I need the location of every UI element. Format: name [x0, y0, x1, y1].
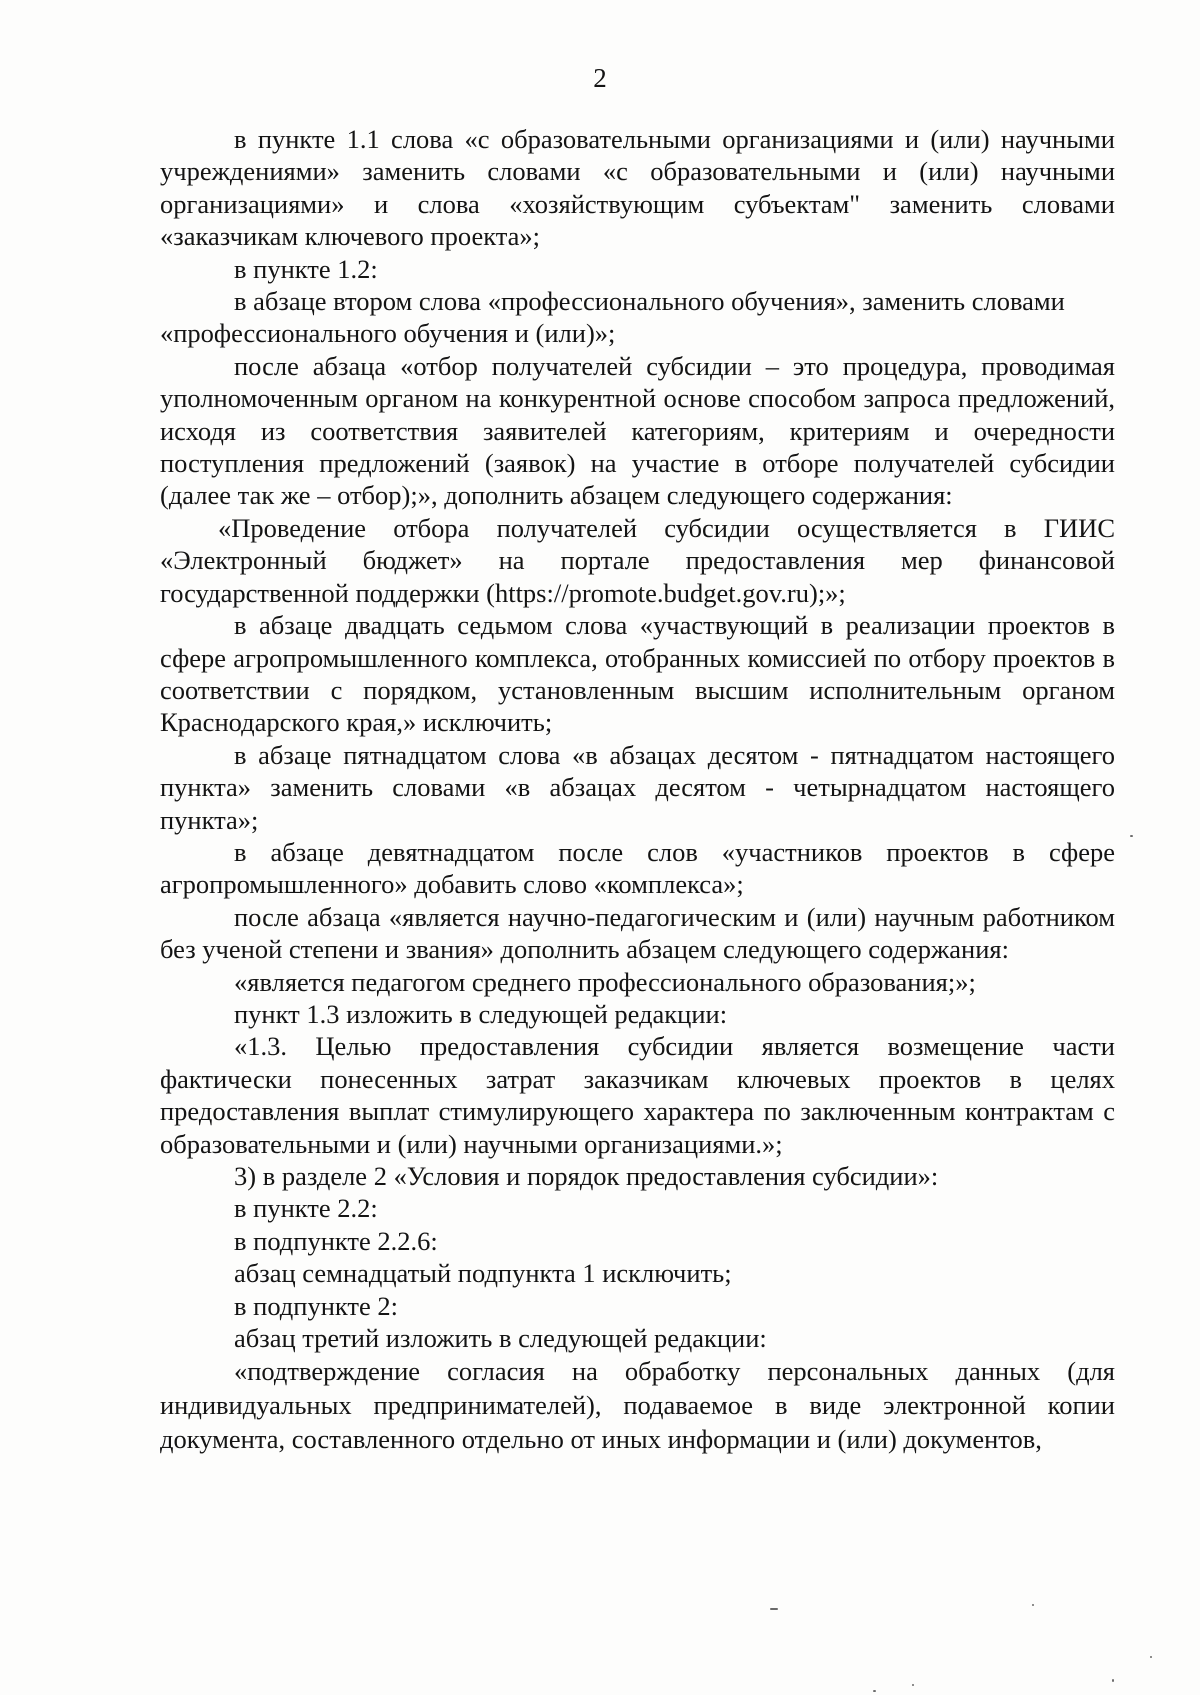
scan-speck	[1112, 1679, 1114, 1682]
paragraph: в подпункте 2:	[234, 1290, 399, 1321]
scan-speck	[1032, 1604, 1034, 1606]
paragraph: абзац семнадцатый подпункта 1 исключить;	[234, 1258, 732, 1289]
scan-speck	[1150, 1656, 1152, 1658]
scan-speck	[1130, 835, 1133, 837]
scan-speck	[873, 1690, 876, 1692]
paragraph: «Проведение отбора получателей субсидии осуществляется в ГИИС «Электронный бюджет» на портале предоставления мер финансовой государственной поддержки (https://promote.budget.gov.ru);»;	[160, 512, 1115, 608]
paragraph: в абзаце двадцать седьмом слова «участвующий в реализации проектов в сфере агропромышленного комплекса, отобранных комиссией по отбору проектов в соответствии с порядком, установленным высшим исполнительным органом Краснодарского края,» исключить;	[160, 610, 1115, 738]
paragraph: в пункте 1.1 слова «с образовательными организациями и (или) научными учреждениями» заменить словами «с образовательными и (или) научными организациями» и слова «хозяйствующим субъектам" заменить словами «заказчикам ключевого проекта»;	[160, 124, 1115, 252]
paragraph: после абзаца «является научно-педагогическим и (или) научным работником без ученой степени и звания» дополнить абзацем следующего содержания:	[160, 901, 1115, 965]
paragraph: «1.3. Целью предоставления субсидии является возмещение части фактически понесенных затрат заказчикам ключевых проектов в целях предоставления выплат стимулирующего характера по заключенным контрактам с образовательными и (или) научными организациями.»;	[160, 1031, 1115, 1159]
paragraph: «является педагогом среднего профессионального образования;»;	[234, 966, 976, 997]
paragraph: в абзаце пятнадцатом слова «в абзацах десятом - пятнадцатом настоящего пункта» заменить словами «в абзацах десятом - четырнадцатом настоящего пункта»;	[160, 739, 1115, 835]
paragraph: в подпункте 2.2.6:	[234, 1225, 438, 1256]
paragraph: пункт 1.3 изложить в следующей редакции:	[234, 998, 728, 1029]
paragraph: «профессионального обучения и (или)»;	[160, 318, 616, 349]
paragraph: «подтверждение согласия на обработку персональных данных (для индивидуальных предпринимателей), подаваемое в виде электронной копии документа, составленного отдельно от иных информации и (или) документов,	[160, 1356, 1115, 1455]
paragraph: в пункте 2.2:	[234, 1193, 378, 1224]
paragraph: абзац третий изложить в следующей редакции:	[234, 1323, 767, 1354]
paragraph: в абзаце втором слова «профессионального обучения», заменить словами	[234, 286, 1065, 317]
page-number: 2	[593, 63, 607, 93]
scan-speck	[770, 1608, 778, 1610]
paragraph: после абзаца «отбор получателей субсидии – это процедура, проводимая уполномоченным органом на конкурентной основе способом запроса предложений, исходя из соответствия заявителей категориям, критериям и очередности поступления предложений (заявок) на участие в отборе получателей субсидии (далее так же – отбор);», дополнить абзацем следующего содержания:	[160, 350, 1115, 511]
paragraph: в абзаце девятнадцатом после слов «участников проектов в сфере агропромышленного» добавить слово «комплекса»;	[160, 836, 1115, 900]
paragraph: 3) в разделе 2 «Условия и порядок предоставления субсидии»:	[234, 1161, 939, 1191]
document-body	[160, 123, 1115, 1456]
scan-speck	[912, 1684, 914, 1686]
paragraph: в пункте 1.2:	[234, 253, 378, 284]
